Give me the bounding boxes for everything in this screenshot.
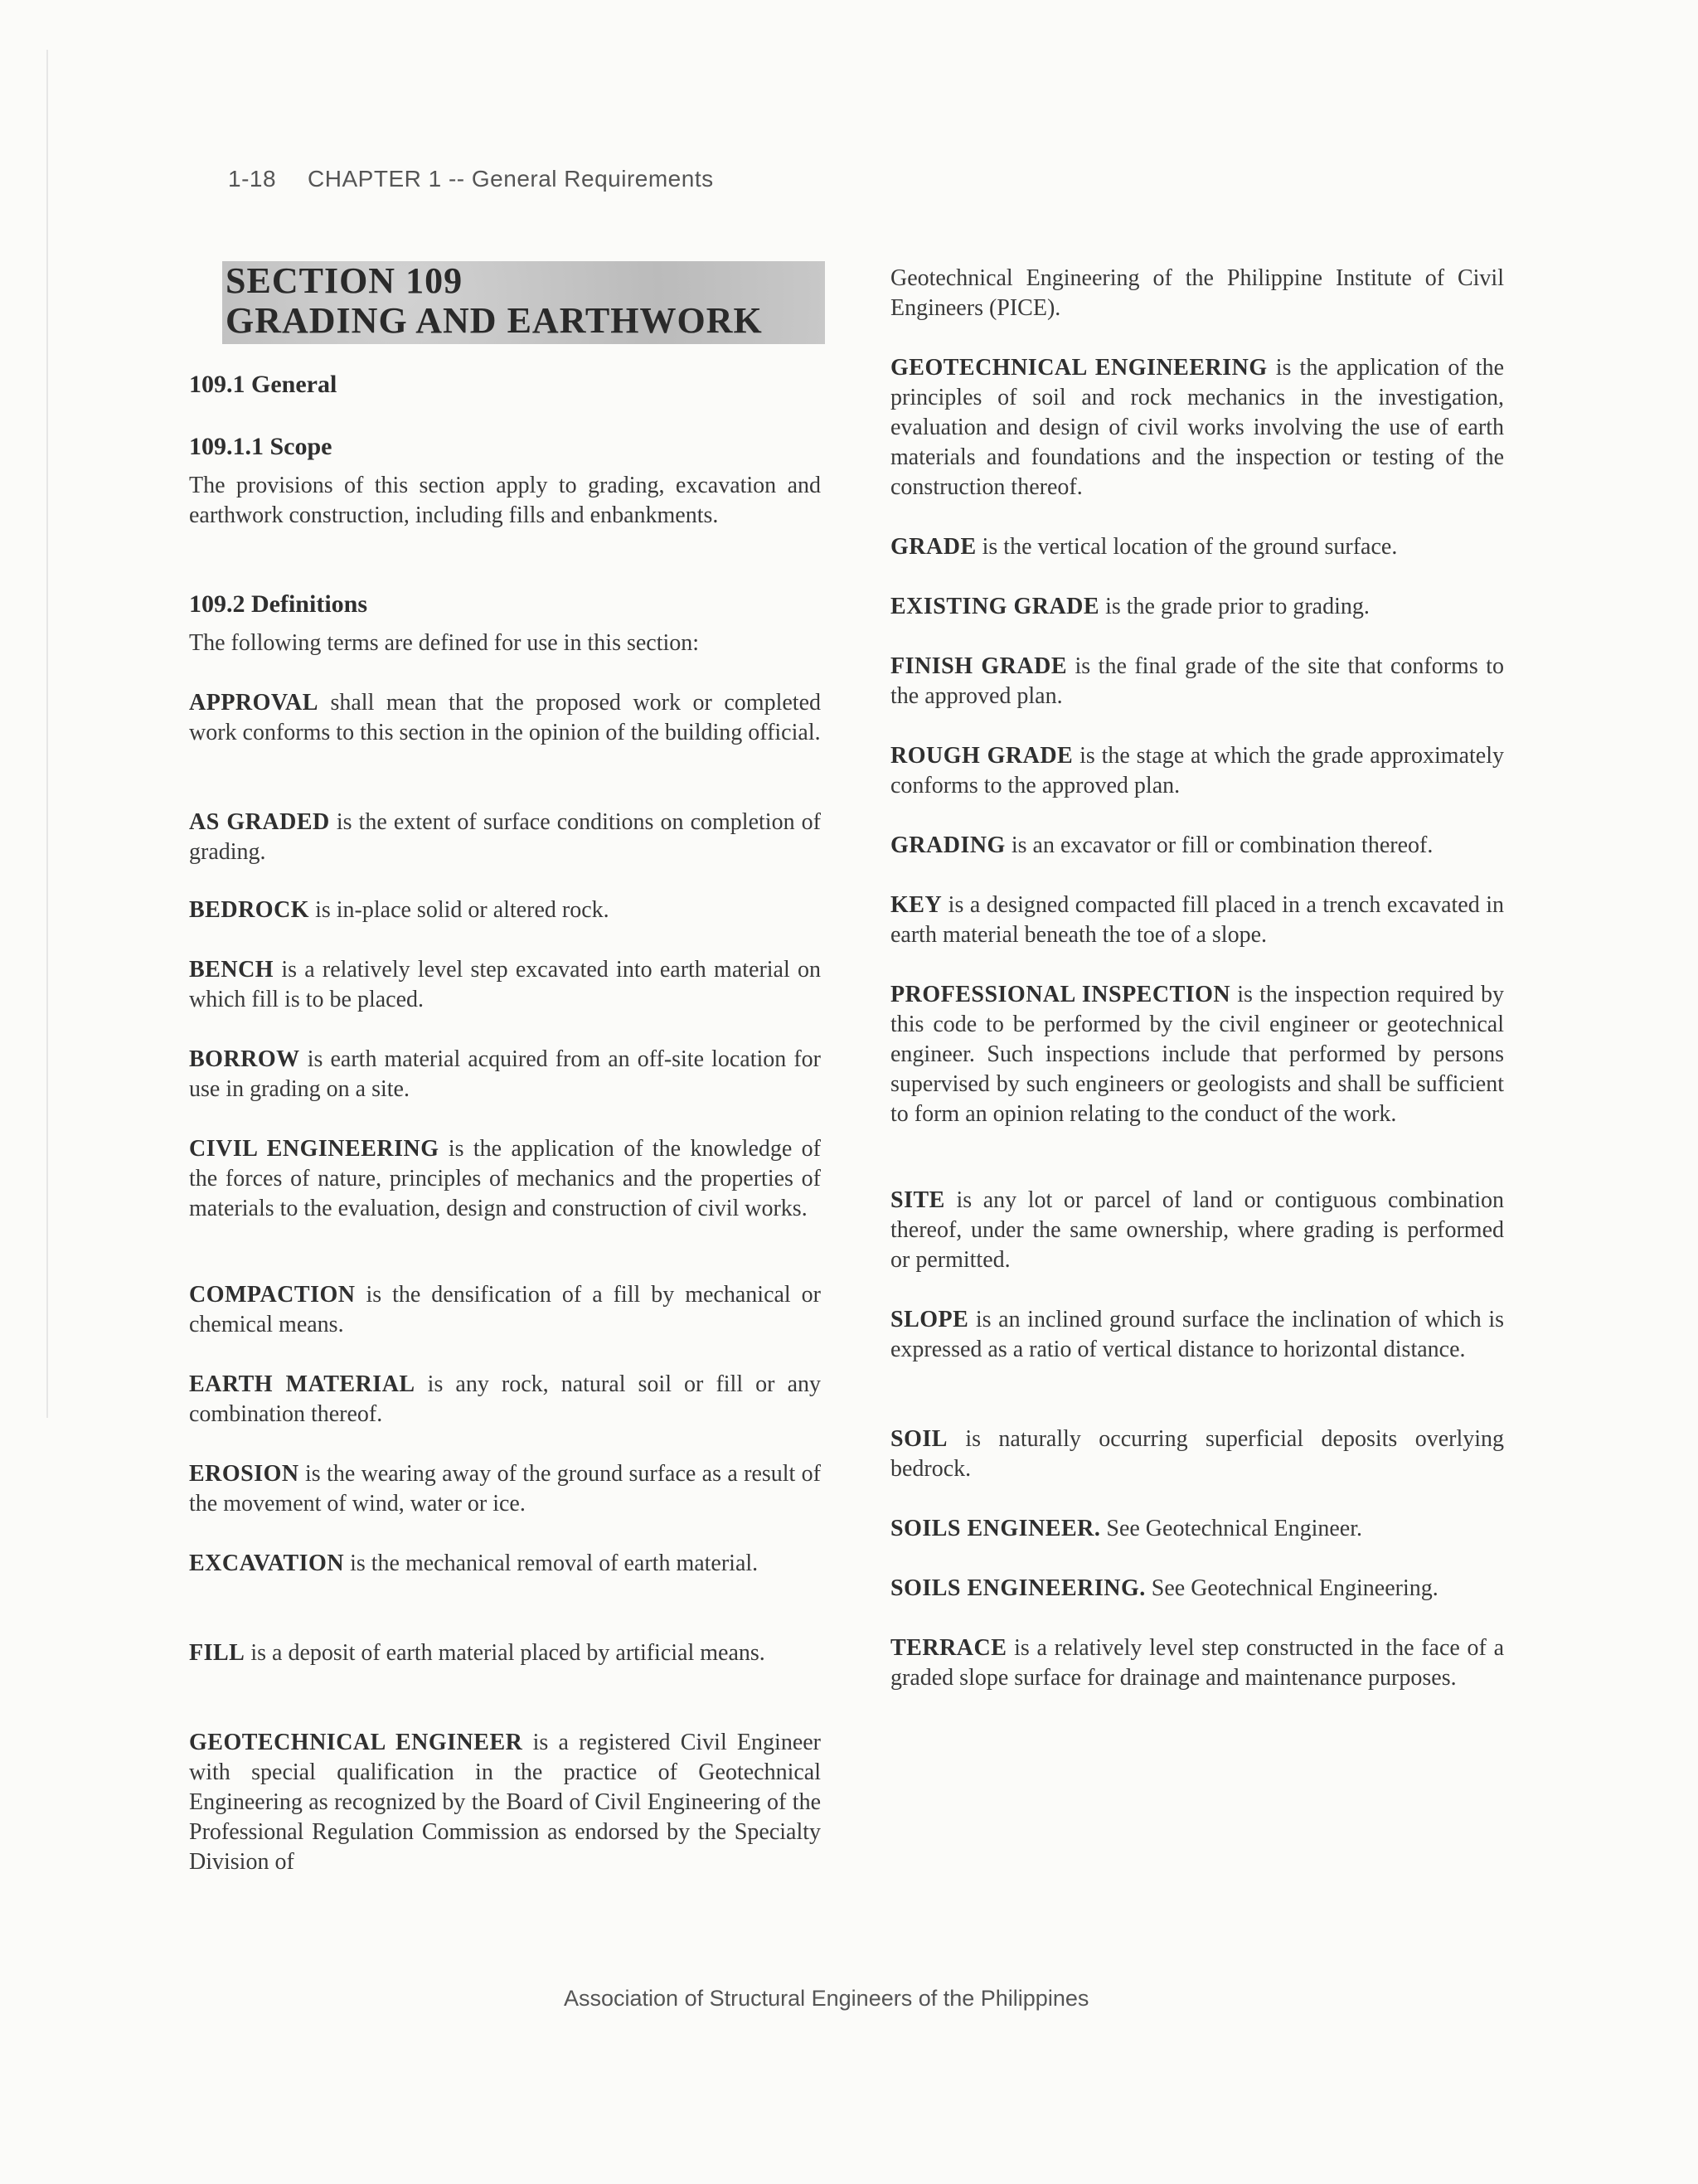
definitions-intro: The following terms are defined for use in this section: [189,630,700,656]
general-heading: 109.1 General [189,371,337,398]
definition-item [890,980,1504,1129]
definition-term: SLOPE [890,1307,969,1332]
definition-text: is the wearing away of the ground surface as a result of the movement of wind, water or ice. [189,1461,822,1517]
section-title-line1: SECTION 109 [226,261,463,301]
definition-item [890,1514,1504,1544]
definition-text: is the densification of a fill by mechanical or chemical means. [189,1282,822,1337]
definition-text: is a registered Civil Engineer with special qualification in the practice of Geotechnical Engineering as recognized by the Board of Civil Engineering of the Professional Regulation Commission as endorsed by the Specialty Division of [189,1730,821,1875]
definition-term: COMPACTION [189,1282,356,1308]
definition-item [890,1574,1504,1604]
definition-text: is a deposit of earth material placed by artificial means. [250,1640,765,1666]
definition-item [189,895,821,925]
definition-text: is naturally occurring superficial deposits overlying bedrock. [890,1426,1505,1482]
definition-term: GEOTECHNICAL ENGINEERING [890,355,1268,381]
definition-item [890,353,1504,502]
definition-item [189,1728,821,1877]
definition-term: EROSION [189,1461,299,1487]
definition-text: Geotechnical Engineering of the Philippine Institute of Civil Engineers (PICE). [890,265,1504,321]
definition-text: is any rock, natural soil or fill or any combination thereof. [189,1371,821,1427]
definition-item [890,741,1504,801]
definition-text: is a relatively level step constructed in the face of a graded slope surface for drainage and maintenance purposes. [890,1635,1504,1691]
definition-term: SOILS ENGINEERING. [890,1575,1146,1601]
definition-item [189,1638,821,1668]
definition-item [890,1424,1504,1484]
definition-term: SOILS ENGINEER. [890,1516,1101,1541]
definition-item [189,1459,821,1519]
definition-item [189,955,821,1015]
definition-continued [890,264,1504,323]
section-banner [222,261,825,344]
definition-term: FINISH GRADE [890,653,1068,679]
definition-item [189,1549,821,1579]
definition-term: GRADING [890,832,1006,858]
definition-term: PROFESSIONAL INSPECTION [890,982,1231,1007]
definition-term: FILL [189,1640,245,1666]
definition-text: is the application of the principles of soil and rock mechanics in the investigation, evaluation and design of civil works involving the use of earth materials and foundations and the inspection or testing of the construction thereof. [890,355,1504,500]
chapter-title: CHAPTER 1 -- General Requirements [308,166,714,192]
definition-text: is the application of the knowledge of the forces of nature, principles of mechanics and the properties of materials to the evaluation, design and construction of civil works. [189,1136,821,1221]
definition-term: APPROVAL [189,690,318,716]
definition-item [890,592,1504,622]
definition-item [189,1280,821,1340]
definition-term: EXISTING GRADE [890,594,1100,619]
definition-item [189,808,821,867]
definition-term: SITE [890,1187,945,1213]
page-header [228,166,745,192]
definition-term: BENCH [189,957,274,983]
page-footer: Association of Structural Engineers of the Philippines [564,1986,1089,2011]
definition-text: is the grade prior to grading. [1105,594,1370,619]
scope-heading: 109.1.1 Scope [189,433,332,460]
definition-item [189,688,821,748]
definition-item [890,831,1504,861]
definition-term: GRADE [890,534,977,560]
definition-item [189,1045,821,1104]
definition-item [189,1134,821,1224]
definition-term: GEOTECHNICAL ENGINEER [189,1730,523,1755]
definition-text: is the stage at which the grade approximately conforms to the approved plan. [890,743,1504,798]
definition-term: EARTH MATERIAL [189,1371,415,1397]
definition-item [189,1370,821,1429]
definition-item [890,652,1504,711]
definition-text: is the final grade of the site that conforms to the approved plan. [890,653,1505,709]
scope-text: The provisions of this section apply to grading, excavation and earthwork construction, including fills and enbankments. [189,473,821,528]
definition-text: is the mechanical removal of earth material. [350,1551,759,1576]
definition-item [890,1186,1504,1275]
definition-text: is the inspection required by this code to be performed by the civil engineer or geotechnical engineer. Such inspections include that performed by persons supervised by such engineers or geologists and shall be sufficient to form an opinion relating to the conduct of the work. [890,982,1504,1127]
definition-text: is an inclined ground surface the inclination of which is expressed as a ratio of vertical distance to horizontal distance. [890,1307,1505,1362]
section-title [226,261,763,341]
scan-edge [46,50,48,1418]
section-title-line2: GRADING AND EARTHWORK [226,300,763,341]
definition-item [890,891,1504,950]
definition-term: CIVIL ENGINEERING [189,1136,439,1162]
definition-term: AS GRADED [189,809,330,835]
definition-term: SOIL [890,1426,948,1452]
definition-item [890,532,1504,562]
definition-term: ROUGH GRADE [890,743,1074,769]
definition-text: is the extent of surface conditions on completion of grading. [189,809,821,865]
definition-item [890,1633,1504,1693]
definition-item [890,1305,1504,1365]
definition-text: See Geotechnical Engineering. [1151,1575,1438,1601]
definition-term: BORROW [189,1046,300,1072]
definition-text: See Geotechnical Engineer. [1106,1516,1363,1541]
definition-term: KEY [890,892,943,918]
definitions-heading: 109.2 Definitions [189,590,368,618]
definition-text: is the vertical location of the ground surface. [982,534,1398,560]
definition-term: EXCAVATION [189,1551,345,1576]
definition-text: is earth material acquired from an off-site location for use in grading on a site. [189,1046,822,1102]
definition-text: shall mean that the proposed work or completed work conforms to this section in the opinion of the building official. [189,690,821,745]
definition-text: is any lot or parcel of land or contiguous combination thereof, under the same ownership, where grading is performed or permitted. [890,1187,1504,1273]
definition-text: is in-place solid or altered rock. [315,897,609,923]
definition-text: is a designed compacted fill placed in a trench excavated in earth material beneath the toe of a slope. [890,892,1504,948]
definition-term: BEDROCK [189,897,310,923]
definition-text: is a relatively level step excavated into earth material on which fill is to be placed. [189,957,821,1012]
page-number: 1-18 [228,166,277,192]
definition-text: is an excavator or fill or combination thereof. [1011,832,1434,858]
definition-term: TERRACE [890,1635,1007,1661]
